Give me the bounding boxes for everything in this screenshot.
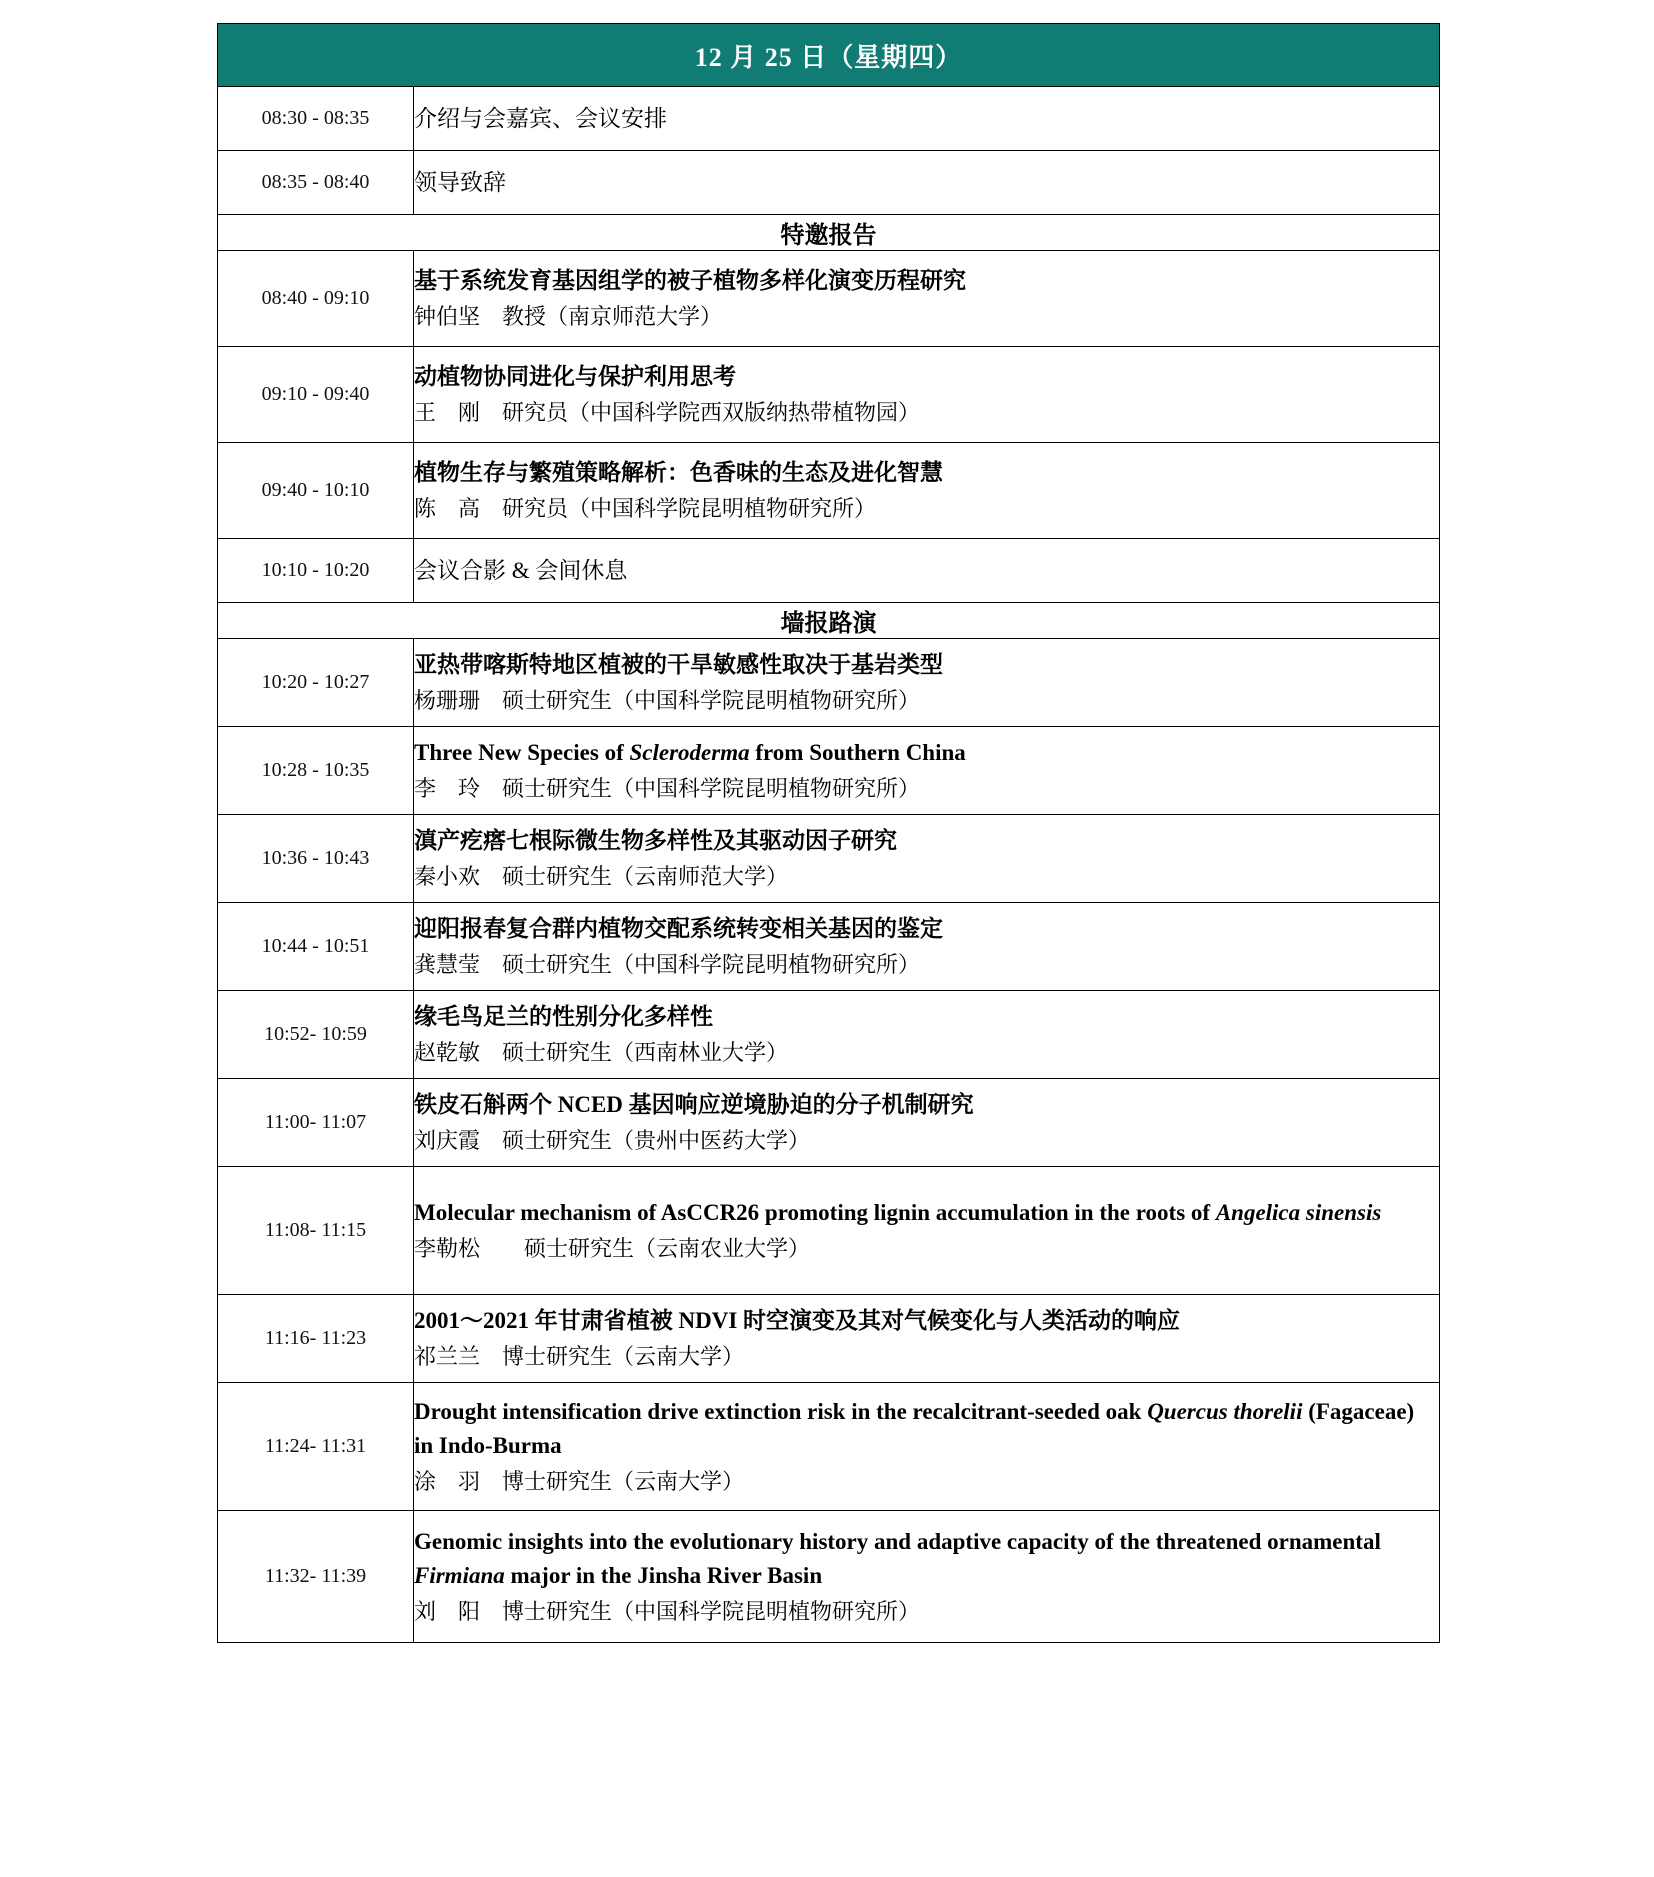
table-row (218, 1383, 1440, 1511)
table-row (218, 1167, 1440, 1295)
table-header-row (218, 24, 1440, 87)
row-content (414, 639, 1440, 727)
row-text: 领导致辞 (414, 151, 1440, 215)
row-time: 10:20 - 10:27 (218, 639, 414, 727)
row-content (414, 727, 1440, 815)
talk-title (414, 1525, 1439, 1592)
talk-title (414, 1196, 1439, 1229)
table-row (218, 903, 1440, 991)
title-part: Genomic insights into the evolutionary history and adaptive capacity of the threatened ornamental (414, 1529, 1381, 1555)
talk-title: 植物生存与繁殖策略解析：色香味的生态及进化智慧 (414, 459, 943, 485)
title-italic-part: Angelica sinensis (1215, 1199, 1382, 1225)
title-italic-part: Scleroderma (629, 739, 750, 765)
row-text: 介绍与会嘉宾、会议安排 (414, 87, 1440, 151)
talk-speaker: 龚慧莹 硕士研究生（中国科学院昆明植物研究所） (414, 952, 921, 978)
talk-speaker: 刘庆霞 硕士研究生（贵州中医药大学） (414, 1128, 811, 1154)
talk-title (414, 736, 1439, 769)
talk-speaker: 李勒松 硕士研究生（云南农业大学） (414, 1236, 811, 1262)
row-time: 11:08- 11:15 (218, 1167, 414, 1295)
section-title-poster: 墙报路演 (218, 603, 1440, 639)
table-row (218, 1511, 1440, 1643)
talk-title: 基于系统发育基因组学的被子植物多样化演变历程研究 (414, 267, 966, 293)
row-content (414, 347, 1440, 443)
talk-title: 2001～2021 年甘肃省植被 NDVI 时空演变及其对气候变化与人类活动的响应 (414, 1307, 1181, 1333)
row-time: 11:00- 11:07 (218, 1079, 414, 1167)
conference-schedule-table (217, 23, 1440, 1643)
talk-speaker: 王 刚 研究员（中国科学院西双版纳热带植物园） (414, 400, 921, 426)
row-time: 08:30 - 08:35 (218, 87, 414, 151)
row-time: 11:24- 11:31 (218, 1383, 414, 1511)
row-content (414, 991, 1440, 1079)
row-content (414, 1167, 1440, 1295)
talk-speaker: 钟伯坚 教授（南京师范大学） (414, 304, 723, 330)
row-content (414, 815, 1440, 903)
row-time: 10:36 - 10:43 (218, 815, 414, 903)
title-part: major in the Jinsha River Basin (504, 1562, 823, 1588)
table-row (218, 539, 1440, 603)
section-header-row (218, 603, 1440, 639)
title-part: Molecular mechanism of AsCCR26 promoting lignin accumulation in the roots of (414, 1199, 1216, 1225)
table-row (218, 1079, 1440, 1167)
row-time: 11:16- 11:23 (218, 1295, 414, 1383)
talk-speaker: 杨珊珊 硕士研究生（中国科学院昆明植物研究所） (414, 688, 921, 714)
table-row (218, 151, 1440, 215)
talk-speaker: 秦小欢 硕士研究生（云南师范大学） (414, 864, 789, 890)
talk-speaker: 祁兰兰 博士研究生（云南大学） (414, 1344, 745, 1370)
row-time: 10:28 - 10:35 (218, 727, 414, 815)
talk-speaker: 刘 阳 博士研究生（中国科学院昆明植物研究所） (414, 1598, 921, 1624)
row-time: 10:10 - 10:20 (218, 539, 414, 603)
row-time: 08:40 - 09:10 (218, 251, 414, 347)
row-content (414, 1383, 1440, 1511)
talk-title: 缘毛鸟足兰的性别分化多样性 (414, 1003, 713, 1029)
table-row (218, 991, 1440, 1079)
title-part: Three New Species of (414, 739, 630, 765)
row-content (414, 1295, 1440, 1383)
section-header-row (218, 215, 1440, 251)
row-time: 09:40 - 10:10 (218, 443, 414, 539)
talk-title: 滇产疙瘩七根际微生物多样性及其驱动因子研究 (414, 827, 897, 853)
title-part: Drought intensification drive extinction risk in the recalcitrant-seeded oak (414, 1399, 1148, 1425)
title-part: from Southern China (749, 739, 966, 765)
talk-title (414, 1395, 1439, 1462)
talk-speaker: 陈 高 研究员（中国科学院昆明植物研究所） (414, 496, 877, 522)
title-part: (Fagaceae) in Indo-Burma (414, 1399, 1415, 1458)
row-time: 08:35 - 08:40 (218, 151, 414, 215)
table-row (218, 1295, 1440, 1383)
row-time: 09:10 - 09:40 (218, 347, 414, 443)
row-time: 10:52- 10:59 (218, 991, 414, 1079)
table-row (218, 251, 1440, 347)
talk-title: 迎阳报春复合群内植物交配系统转变相关基因的鉴定 (414, 915, 943, 941)
table-row (218, 815, 1440, 903)
row-time: 10:44 - 10:51 (218, 903, 414, 991)
title-italic-part: Quercus thorelii (1147, 1399, 1303, 1425)
talk-title: 动植物协同进化与保护利用思考 (414, 363, 736, 389)
row-content (414, 903, 1440, 991)
row-text: 会议合影 & 会间休息 (414, 539, 1440, 603)
title-italic-part: Firmiana (414, 1562, 505, 1588)
row-content (414, 1511, 1440, 1643)
talk-title: 亚热带喀斯特地区植被的干旱敏感性取决于基岩类型 (414, 651, 943, 677)
talk-speaker: 赵乾敏 硕士研究生（西南林业大学） (414, 1040, 789, 1066)
table-row (218, 87, 1440, 151)
row-content (414, 1079, 1440, 1167)
schedule-date-title: 12 月 25 日（星期四） (218, 24, 1440, 87)
row-content (414, 251, 1440, 347)
talk-title: 铁皮石斛两个 NCED 基因响应逆境胁迫的分子机制研究 (414, 1091, 974, 1117)
talk-speaker: 涂 羽 博士研究生（云南大学） (414, 1468, 745, 1494)
row-content (414, 443, 1440, 539)
table-row (218, 347, 1440, 443)
talk-speaker: 李 玲 硕士研究生（中国科学院昆明植物研究所） (414, 776, 921, 802)
table-row (218, 727, 1440, 815)
row-time: 11:32- 11:39 (218, 1511, 414, 1643)
section-title-invited: 特邀报告 (218, 215, 1440, 251)
table-row (218, 639, 1440, 727)
table-row (218, 443, 1440, 539)
